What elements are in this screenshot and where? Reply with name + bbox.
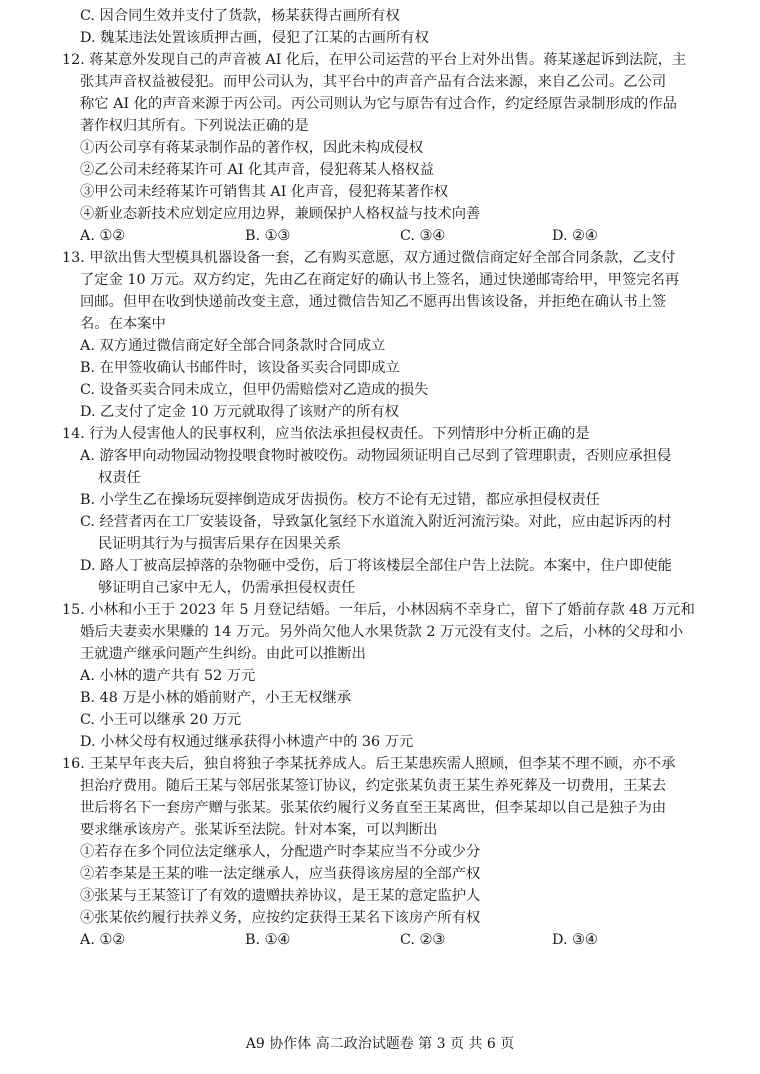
q16-option-c[interactable]: C. ②③ [400,932,446,948]
q12-option-b[interactable]: B. ①③ [245,228,291,244]
q15-stem-line-3: 王就遗产继承问题产生纠纷。由此可以推断出 [80,646,366,662]
q16-statement-1: ①若存在多个同位法定继承人，分配遗产时李某应当不分或少分 [80,844,481,860]
q12-option-a[interactable]: A. ①② [80,228,126,244]
q12-stem-line-3: 称它 AI 化的声音来源于丙公司。丙公司则认为它与原告有过合作，约定经原告录制形成的作品 [80,96,677,112]
q13-stem-line-1: 13. 甲欲出售大型模具机器设备一套，乙有购买意愿，双方通过微信商定好全部合同条款，乙支付 [62,250,676,266]
q12-option-c[interactable]: C. ③④ [400,228,446,244]
q16-stem-line-3: 世后将名下一套房产赠与张某。张某依约履行义务直至王某离世，但李某却以自己是独子为由 [80,800,667,816]
page-footer: A9 协作体 高二政治试题卷 第 3 页 共 6 页 [245,1036,515,1052]
q14-option-a-line-1[interactable]: A. 游客甲向动物园动物投喂食物时被咬伤。动物园须证明自己尽到了管理职责，否则应承担侵 [80,448,672,464]
q12-stem-line-4: 著作权归其所有。下列说法正确的是 [80,118,309,134]
q15-option-c[interactable]: C. 小王可以继承 20 万元 [80,712,242,728]
q16-options [80,930,640,951]
q13-stem-line-4: 名。在本案中 [80,316,166,332]
q13-stem-line-3: 回邮。但甲在收到快递前改变主意，通过微信告知乙不愿再出售该设备，并拒绝在确认书上签 [80,294,667,310]
q16-option-d[interactable]: D. ③④ [552,932,598,948]
q11-option-d: D. 魏某违法处置该质押古画，侵犯了江某的古画所有权 [80,30,429,46]
q12-statement-4: ④新业态新技术应划定应用边界，兼顾保护人格权益与技术向善 [80,206,481,222]
q13-option-d[interactable]: D. 乙支付了定金 10 万元就取得了该财产的所有权 [80,404,399,420]
q12-option-d[interactable]: D. ②④ [552,228,598,244]
q15-option-b[interactable]: B. 48 万是小林的婚前财产，小王无权继承 [80,690,352,706]
q13-option-c[interactable]: C. 设备买卖合同未成立，但甲仍需赔偿对乙造成的损失 [80,382,429,398]
q14-option-a-line-2[interactable]: 权责任 [98,470,141,486]
q16-stem-line-2: 担治疗费用。随后王某与邻居张某签订协议，约定张某负责王某生养死葬及一切费用，王某去 [80,778,667,794]
q16-statement-2: ②若李某是王某的唯一法定继承人，应当获得该房屋的全部产权 [80,866,481,882]
q16-option-a[interactable]: A. ①② [80,932,126,948]
q16-statement-4: ④张某依约履行扶养义务，应按约定获得王某名下该房产所有权 [80,910,481,926]
q16-statement-3: ③张某与王某签订了有效的遗赠扶养协议，是王某的意定监护人 [80,888,481,904]
q16-option-b[interactable]: B. ①④ [245,932,291,948]
q16-stem-line-4: 要求继承该房产。张某诉至法院。针对本案，可以判断出 [80,822,438,838]
q14-option-b[interactable]: B. 小学生乙在操场玩耍摔倒造成牙齿损伤。校方不论有无过错，都应承担侵权责任 [80,492,600,508]
q13-stem-line-2: 了定金 10 万元。双方约定，先由乙在商定好的确认书上签名，通过快递邮寄给甲，甲签完名再 [80,272,680,288]
q14-stem-line-1: 14. 行为人侵害他人的民事权利，应当依法承担侵权责任。下列情形中分析正确的是 [62,426,590,442]
q12-stem-line-1: 12. 蒋某意外发现自己的声音被 AI 化后，在甲公司运营的平台上对外出售。蒋某遂起诉到法院，主 [62,52,687,68]
q13-option-b[interactable]: B. 在甲签收确认书邮件时，该设备买卖合同即成立 [80,360,400,376]
q12-statement-3: ③甲公司未经蒋某许可销售其 AI 化声音，侵犯蒋某著作权 [80,184,449,200]
q15-option-a[interactable]: A. 小林的遗产共有 52 万元 [80,668,256,684]
q12-statement-2: ②乙公司未经蒋某许可 AI 化其声音，侵犯蒋某人格权益 [80,162,434,178]
q12-stem-line-2: 张其声音权益被侵犯。而甲公司认为，其平台中的声音产品有合法来源，来自乙公司。乙公司 [80,74,667,90]
q16-stem-line-1: 16. 王某早年丧夫后，独自将独子李某抚养成人。后王某患疾需人照顾，但李某不理不顾，亦不承 [62,756,676,772]
q13-option-a[interactable]: A. 双方通过微信商定好全部合同条款时合同成立 [80,338,386,354]
q14-option-c-line-2[interactable]: 民证明其行为与损害后果存在因果关系 [98,536,342,552]
q14-option-c-line-1[interactable]: C. 经营者丙在工厂安装设备，导致氯化氢经下水道流入附近河流污染。对此，应由起诉丙的村 [80,514,672,530]
q15-stem-line-1: 15. 小林和小王于 2023 年 5 月登记结婚。一年后，小林因病不幸身亡，留下了婚前存款 48 万元和 [62,602,695,618]
q12-options [80,226,640,247]
q15-stem-line-2: 婚后夫妻卖水果赚的 14 万元。另外尚欠他人水果货款 2 万元没有支付。之后，小林的父母和小 [80,624,684,640]
q11-option-c: C. 因合同生效并支付了货款，杨某获得古画所有权 [80,8,400,24]
q15-option-d[interactable]: D. 小林父母有权通过继承获得小林遗产中的 36 万元 [80,734,414,750]
q14-option-d-line-1[interactable]: D. 路人丁被高层掉落的杂物砸中受伤，后丁将该楼层全部住户告上法院。本案中，住户即使能 [80,558,672,574]
q14-option-d-line-2[interactable]: 够证明自己家中无人，仍需承担侵权责任 [98,580,356,596]
q12-statement-1: ①丙公司享有蒋某录制作品的著作权，因此未构成侵权 [80,140,424,156]
